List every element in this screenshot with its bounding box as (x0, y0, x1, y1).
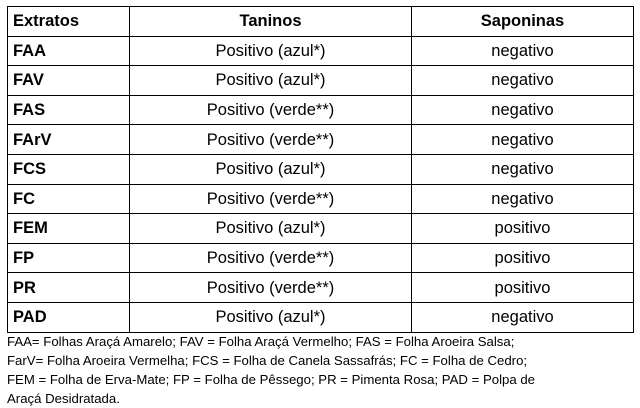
cell-extrato: FCS (8, 154, 130, 184)
cell-extrato: FAS (8, 95, 130, 125)
legend-line: FAA= Folhas Araçá Amarelo; FAV = Folha Araçá Vermelho; FAS = Folha Aroeira Salsa; (7, 334, 515, 349)
cell-saponinas: negativo (412, 302, 634, 332)
legend-line: FarV= Folha Aroeira Vermelha; FCS = Folha de Canela Sassafrás; FC = Folha de Cedro; (7, 353, 528, 368)
cell-saponinas: negativo (412, 66, 634, 96)
cell-extrato: FAA (8, 36, 130, 66)
table-row (8, 302, 634, 332)
cell-taninos: Positivo (azul*) (130, 302, 412, 332)
cell-saponinas: positivo (412, 243, 634, 273)
legend-line: FEM = Folha de Erva-Mate; FP = Folha de Pêssego; PR = Pimenta Rosa; PAD = Polpa de (7, 372, 536, 387)
cell-extrato: FEM (8, 214, 130, 244)
header-taninos: Taninos (130, 7, 412, 37)
results-table (7, 6, 634, 333)
table-row (8, 184, 634, 214)
cell-saponinas: negativo (412, 154, 634, 184)
cell-taninos: Positivo (verde**) (130, 243, 412, 273)
cell-saponinas: negativo (412, 36, 634, 66)
cell-extrato: FC (8, 184, 130, 214)
cell-extrato: PR (8, 273, 130, 303)
cell-saponinas: positivo (412, 273, 634, 303)
table-row (8, 273, 634, 303)
table-row (8, 154, 634, 184)
cell-taninos: Positivo (azul*) (130, 214, 412, 244)
cell-saponinas: positivo (412, 214, 634, 244)
table-body (8, 36, 634, 332)
cell-extrato: FArV (8, 125, 130, 155)
cell-saponinas: negativo (412, 125, 634, 155)
cell-taninos: Positivo (azul*) (130, 154, 412, 184)
cell-taninos: Positivo (azul*) (130, 36, 412, 66)
table-legend (7, 332, 637, 408)
cell-extrato: FAV (8, 66, 130, 96)
cell-taninos: Positivo (verde**) (130, 184, 412, 214)
table-row (8, 243, 634, 273)
header-extratos: Extratos (8, 7, 130, 37)
cell-saponinas: negativo (412, 184, 634, 214)
cell-extrato: PAD (8, 302, 130, 332)
table-row (8, 214, 634, 244)
header-row (8, 7, 634, 37)
table-row (8, 66, 634, 96)
table-row (8, 125, 634, 155)
legend-line: Araçá Desidratada. (7, 391, 120, 406)
header-saponinas: Saponinas (412, 7, 634, 37)
cell-taninos: Positivo (azul*) (130, 66, 412, 96)
cell-saponinas: negativo (412, 95, 634, 125)
cell-taninos: Positivo (verde**) (130, 273, 412, 303)
table-row (8, 95, 634, 125)
table-row (8, 36, 634, 66)
cell-extrato: FP (8, 243, 130, 273)
cell-taninos: Positivo (verde**) (130, 95, 412, 125)
cell-taninos: Positivo (verde**) (130, 125, 412, 155)
